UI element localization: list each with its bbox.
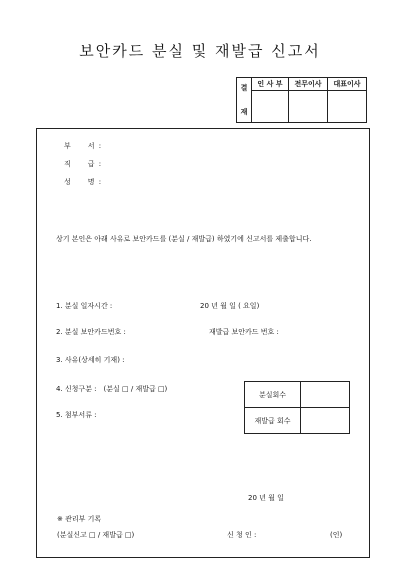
loss-count-label: 분실회수 [245,382,301,408]
approval-header-hr: 인 사 부 [252,78,289,91]
loss-count-value[interactable] [301,382,350,408]
seal-mark: (인) [330,531,343,539]
request-type-label: 4. 신청구분 : (분실 □ / 재발급 □) [56,385,168,393]
position-label: 직 급 : [64,160,103,168]
reissue-count-value[interactable] [301,408,350,434]
reason-label: 3. 사유(상세히 기재) : [56,356,125,364]
name-label: 성 명 : [64,178,103,186]
approval-sign-managing-director[interactable] [289,91,328,123]
form-body-frame [36,128,370,558]
approval-header-managing-director: 전무이사 [289,78,328,91]
statement-text: 상기 본인은 아래 사유로 보안카드를 (분실 / 재발급) 하였기에 신고서를 제출합니다. [56,235,312,243]
date-line: 20 년 월 일 [248,494,284,502]
approval-sign-hr[interactable] [252,91,289,123]
approval-header-ceo: 대표이사 [328,78,367,91]
approval-label-top: 결 [240,84,248,92]
approval-sign-ceo[interactable] [328,91,367,123]
lost-card-number-label: 2. 분실 보안카드번호 : [56,328,126,336]
applicant-sign-label: 신 청 인 : [227,531,257,539]
reissued-card-number-label: 재발급 보안카드 번호 : [209,328,279,336]
dept-label: 부 서 : [64,142,103,150]
approval-label-bottom: 재 [240,108,248,116]
count-table [244,381,350,434]
admin-note: ※ 관리부 기록 [57,515,102,523]
loss-datetime-label: 1. 분실 일자시간 : [56,302,113,310]
admin-type: (분실신고 □ / 재발급 □) [57,531,135,539]
reissue-count-label: 재발급 회수 [245,408,301,434]
attachments-label: 5. 첨부서류 : [56,411,97,419]
document-title: 보안카드 분실 및 재발급 신고서 [79,42,321,60]
approval-table [236,77,367,123]
approval-label [237,78,252,123]
loss-datetime-value: 20 년 월 일 ( 요일) [200,302,260,310]
